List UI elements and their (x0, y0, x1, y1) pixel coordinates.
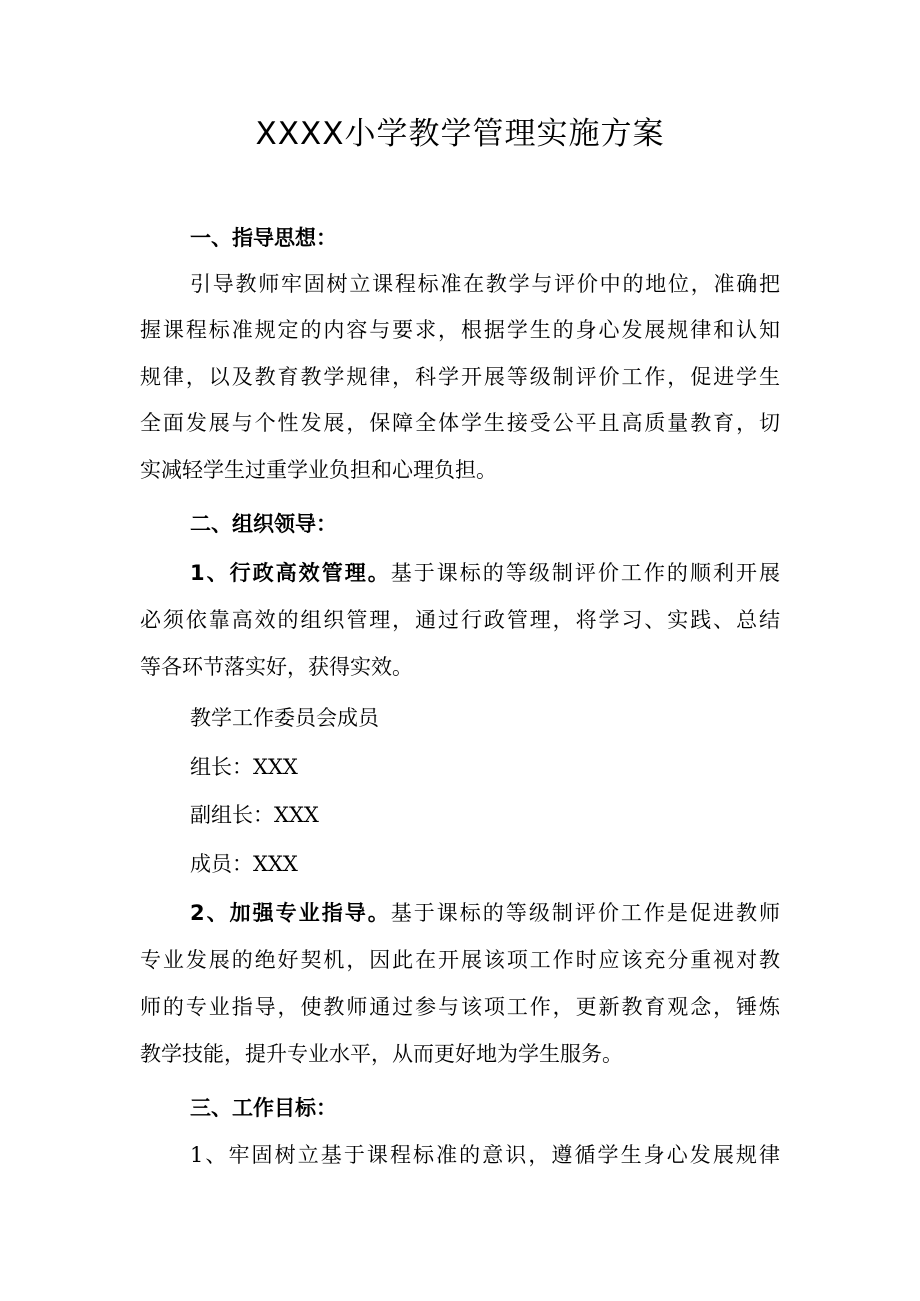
committee-leader: 组长：XXX (190, 755, 298, 779)
section-2-item-2-first-text: 基于课标的等级制评价工作是促进教师 (390, 901, 780, 925)
section-1-line-5: 实减轻学生过重学业负担和心理负担。 (140, 458, 497, 482)
section-2-item-1-first-line (190, 557, 780, 589)
document-title: XXXX小学教学管理实施方案 (255, 116, 665, 152)
section-2-item-2-line-3: 师的专业指导，使教师通过参与该项工作，更新教育观念，锤炼 (140, 995, 780, 1019)
section-1-line-2: 握课程标准规定的内容与要求，根据学生的身心发展规律和认知 (140, 318, 780, 342)
section-1-heading: 一、指导思想： (190, 226, 337, 250)
section-2-item-2-title: 2、加强专业指导。 (190, 901, 391, 925)
section-2-item-1-line-3: 等各环节落实好，获得实效。 (140, 655, 413, 679)
committee-members: 成员：XXX (190, 852, 298, 876)
committee-label: 教学工作委员会成员 (190, 706, 379, 730)
section-2-item-1-line-2: 必须依靠高效的组织管理，通过行政管理，将学习、实践、总结 (140, 608, 780, 632)
section-2-item-2-line-2: 专业发展的绝好契机，因此在开展该项工作时应该充分重视对教 (140, 948, 780, 972)
section-2-item-2-line-4: 教学技能，提升专业水平，从而更好地为学生服务。 (140, 1042, 623, 1066)
section-1-line-3: 规律，以及教育教学规律，科学开展等级制评价工作，促进学生 (140, 365, 780, 389)
section-2-item-1-first-text: 基于课标的等级制评价工作的顺利开展 (390, 561, 780, 585)
section-1-line-4: 全面发展与个性发展，保障全体学生接受公平且高质量教育，切 (140, 411, 780, 435)
committee-deputy: 副组长：XXX (190, 803, 319, 827)
section-2-heading: 二、组织领导： (190, 512, 337, 536)
section-1-line-1: 引导教师牢固树立课程标准在教学与评价中的地位，准确把 (190, 272, 780, 296)
section-3-heading: 三、工作目标： (190, 1096, 337, 1120)
section-2-item-2-first-line (190, 897, 780, 929)
section-3-line-1: 1、牢固树立基于课程标准的意识，遵循学生身心发展规律 (190, 1143, 780, 1167)
section-2-item-1-title: 1、行政高效管理。 (190, 561, 391, 585)
